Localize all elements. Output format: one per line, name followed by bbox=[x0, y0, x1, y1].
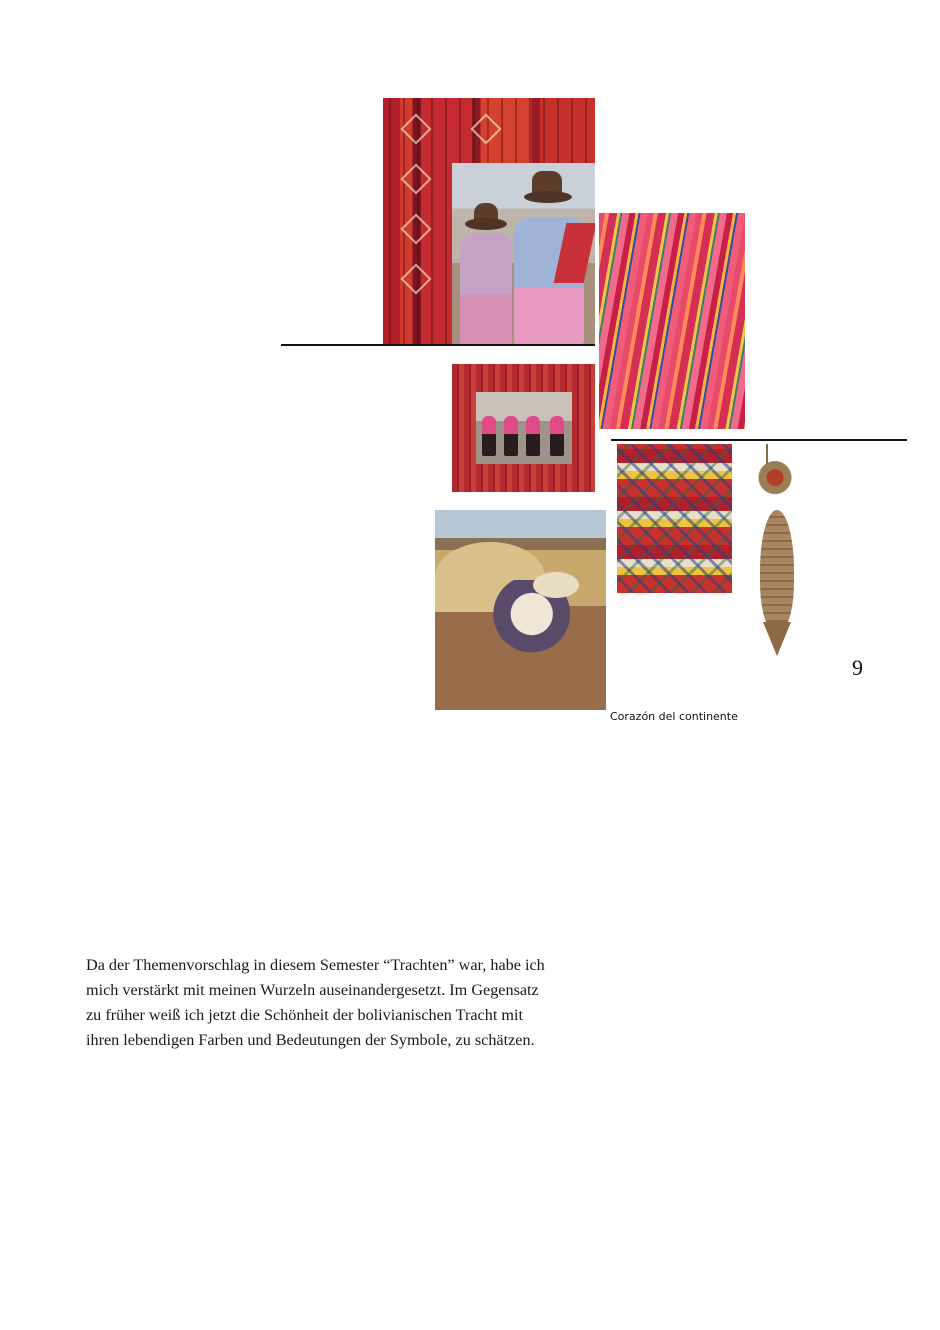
women-street-scene bbox=[476, 392, 572, 464]
woman-figure bbox=[504, 416, 518, 456]
body-line: ihren lebendigen Farben und Bedeutungen der Symbole, zu schätzen. bbox=[86, 1031, 535, 1049]
diamond-motif bbox=[400, 113, 431, 144]
woman-figure bbox=[482, 416, 496, 456]
diamond-motif bbox=[400, 263, 431, 294]
girl-left bbox=[460, 233, 512, 345]
woman-figure bbox=[550, 416, 564, 456]
striped-textile-image bbox=[599, 213, 745, 429]
bird-pendant-icon bbox=[752, 450, 798, 496]
image-caption: Corazón del continente bbox=[610, 710, 738, 723]
kneeling-woman-photo bbox=[435, 510, 606, 710]
page-number: 9 bbox=[852, 655, 863, 680]
diamond-motif bbox=[400, 163, 431, 194]
straw-hat bbox=[533, 572, 579, 598]
woman-figure bbox=[526, 416, 540, 456]
body-line: zu früher weiß ich jetzt die Schönheit der bolivianischen Tracht mit bbox=[86, 1006, 523, 1024]
fish-tail bbox=[763, 622, 791, 656]
diamond-motif bbox=[470, 113, 501, 144]
fish-pendant-icon bbox=[760, 510, 794, 630]
body-paragraph bbox=[86, 953, 586, 1053]
divider-line bbox=[281, 344, 595, 346]
framed-women-photo bbox=[452, 364, 595, 492]
two-girls-photo bbox=[452, 163, 595, 345]
body-line: Da der Themenvorschlag in diesem Semester “Trachten” war, habe ich bbox=[86, 956, 545, 974]
geometric-textile-image bbox=[617, 444, 732, 593]
hat-brim bbox=[465, 218, 507, 230]
body-line: mich verstärkt mit meinen Wurzeln auseinandergesetzt. Im Gegensatz bbox=[86, 981, 539, 999]
diamond-motif bbox=[400, 213, 431, 244]
hat-brim bbox=[524, 191, 572, 203]
divider-line bbox=[611, 439, 907, 441]
